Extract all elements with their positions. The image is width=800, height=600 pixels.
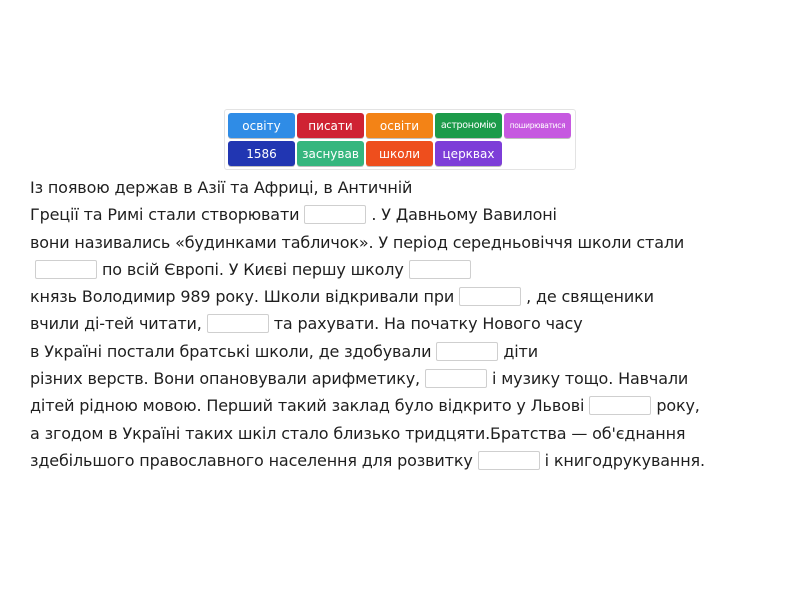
answer-blank[interactable] [589,396,651,415]
passage-text: вчили ді-тей читати, [30,314,202,334]
passage-text: та рахувати. На початку Нового часу [273,314,583,334]
passage-text: року, [656,396,700,416]
passage-text: дітей рідною мовою. Перший такий заклад було відкрито у Львові [30,396,585,416]
word-chip[interactable]: писати [297,113,364,138]
passage-line [30,201,790,228]
word-chip[interactable]: астрономію [435,113,502,138]
passage-text: діти [503,341,538,361]
passage-line [30,392,790,419]
passage-text: Із появою держав в Азії та Африці, в Античній [30,178,413,197]
word-chip[interactable]: школи [366,141,433,166]
answer-blank[interactable] [478,451,540,470]
passage-text: по всій Європі. У Києві першу школу [102,259,404,279]
passage-line [30,174,790,201]
passage-line [30,447,790,474]
word-chip[interactable]: церквах [435,141,502,166]
word-chip[interactable]: заснував [297,141,364,166]
word-chip[interactable]: освіти [366,113,433,138]
passage-text: здебільшого православного населення для розвитку [30,450,473,470]
word-bank [224,109,576,170]
passage-text: і книгодрукування. [544,450,705,470]
passage-text: в Україні постали братські школи, де здобували [30,341,432,361]
answer-blank[interactable] [459,287,521,306]
passage-text: князь Володимир 989 року. Школи відкривали при [30,287,455,307]
passage-line [30,283,790,310]
passage-text: а згодом в Україні таких шкіл стало близько тридцяти.Братства — об'єднання [30,423,686,443]
answer-blank[interactable] [304,205,366,224]
word-chip[interactable]: 1586 [228,141,295,166]
passage-text: вони називались «будинками табличок». У період середньовіччя школи стали [30,232,685,252]
word-chip[interactable]: освіту [228,113,295,138]
passage-text: , де священики [526,287,654,307]
passage-line [30,229,790,256]
answer-blank[interactable] [35,260,97,279]
passage-text: . У Давньому Вавилоні [371,205,557,225]
passage-text: Греції та Римі стали створювати [30,205,300,225]
answer-blank[interactable] [207,314,269,333]
passage-text: різних верств. Вони опановували арифметику, [30,369,420,389]
passage-line [30,420,790,447]
cloze-passage [30,174,790,474]
passage-text: і музику тощо. Навчали [491,369,689,389]
passage-line [30,338,790,365]
passage-line [30,310,790,337]
answer-blank[interactable] [425,369,487,388]
answer-blank[interactable] [409,260,471,279]
passage-line [30,256,790,283]
word-chip[interactable]: поширюватися [504,113,571,138]
answer-blank[interactable] [436,342,498,361]
passage-line [30,365,790,392]
